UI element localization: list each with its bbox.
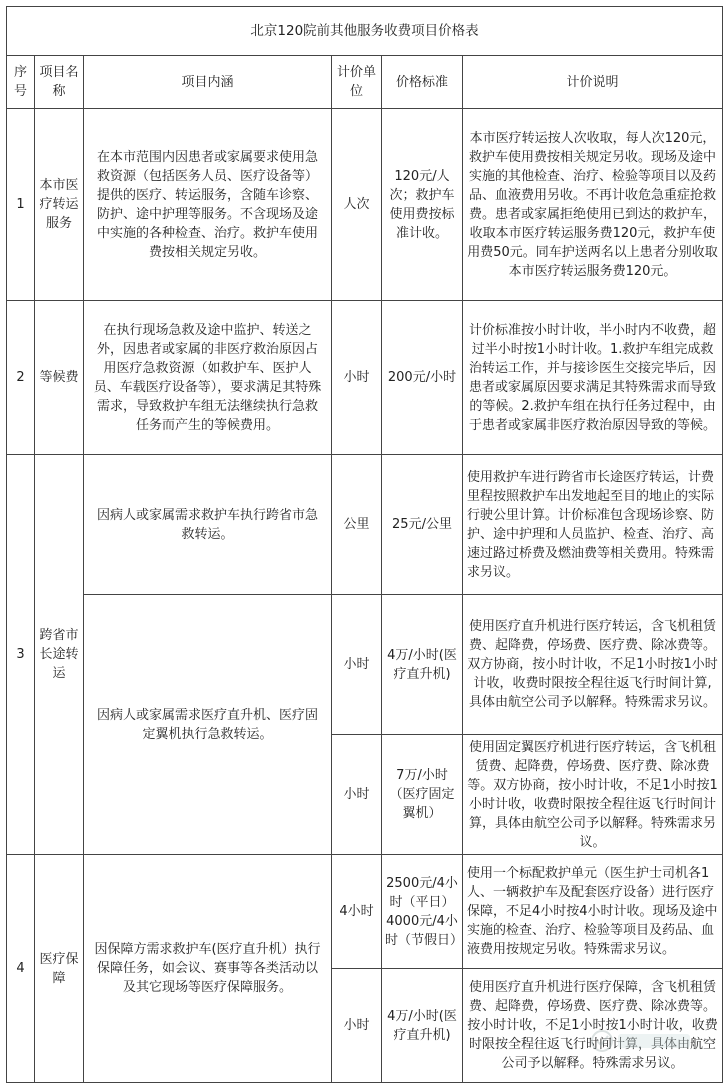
row-price: 200元/小时 [382,301,463,455]
row-price: 4万/小时(医疗直升机) [382,595,463,735]
row-unit: 人次 [332,109,382,301]
row-note: 使用医疗直升机进行医疗转运，含飞机租赁费、起降费，停场费、医疗费、除冰费等。双方协商，按小时计收，不足1小时按1小时计收，收费时限按全程往返飞行时间计算,具体由航空公司予以解释。特殊需求另议。 [463,595,723,735]
row-seq: 2 [7,301,35,455]
row-note: 本市医疗转运按人次收取，每人次120元，救护车使用费按相关规定另收。现场及途中实施的其他检查、治疗、检验等项目以及药品、血液费用另收。不再计收危急重症抢救费。患者或家属拒绝使用已到达的救护车，收取本市医疗转运服务费120元，救护车使用费50元。同车护送两名以上患者分别收取本市医疗转运服务费120元。 [463,109,723,301]
row-seq: 4 [7,855,35,1083]
row-unit: 小时 [332,301,382,455]
row-unit: 4小时 [332,855,382,969]
price-table [6,6,723,1083]
table-row [7,455,723,595]
row-content: 在本市范围内因患者或家属要求使用急救资源（包括医务人员、医疗设备等）提供的医疗、转运服务，含随车诊察、防护、途中护理等服务。不含现场及途中实施的各种检查、治疗。救护车使用费按相关规定另收。 [84,109,332,301]
row-price: 7万/小时（医疗固定翼机） [382,735,463,855]
row-unit: 公里 [332,455,382,595]
row-content: 因病人或家属需求医疗直升机、医疗固定翼机执行急救转运。 [84,595,332,855]
price-holiday: 4000元/4小时（节假日） [385,913,464,948]
header-seq: 序号 [7,56,35,109]
table-row [7,595,723,735]
row-seq: 1 [7,109,35,301]
header-name: 项目名称 [35,56,84,109]
row-unit: 小时 [332,595,382,735]
table-row [7,855,723,969]
row-price: 4万/小时(医疗直升机) [382,969,463,1083]
header-unit: 计价单位 [332,56,382,109]
row-unit: 小时 [332,969,382,1083]
header-content: 项目内涵 [84,56,332,109]
price-weekday: 2500元/4小时（平日） [386,875,458,910]
header-note: 计价说明 [463,56,723,109]
row-note: 使用固定翼医疗机进行医疗转运，含飞机租赁费、起降费，停场费、医疗费、除冰费等。双方协商，按小时计收，不足1小时按1小时计收，收费时限按全程往返飞行时间计算，具体由航空公司予以解释。特殊需求另议。 [463,735,723,855]
row-content: 因病人或家属需求救护车执行跨省市急救转运。 [84,455,332,595]
row-name: 本市医疗转运服务 [35,109,84,301]
row-seq: 3 [7,455,35,855]
row-note: 使用一个标配救护单元（医生护士司机各1人、一辆救护车及配套医疗设备）进行医疗保障，不足4小时按4小时计收。现场及途中实施的检查、治疗、检验等项目及药品、血液费用按规定另收。特殊需求另议。 [463,855,723,969]
header-price: 价格标准 [382,56,463,109]
row-content: 因保障方需求救护车(医疗直升机）执行保障任务，如会议、赛事等各类活动以及其它现场等医疗保障服务。 [84,855,332,1083]
row-name: 等候费 [35,301,84,455]
row-name: 医疗保障 [35,855,84,1083]
row-unit: 小时 [332,735,382,855]
row-note: 使用救护车进行跨省市长途医疗转运，计费里程按照救护车出发地起至目的地止的实际行驶公里计算。计价标准包含现场诊察、防护、途中护理和人员监护、检查、治疗、高速过路过桥费及燃油费等相关费用。特殊需求另议。 [463,455,723,595]
table-row [7,109,723,301]
row-name: 跨省市长途转运 [35,455,84,855]
table-title: 北京120院前其他服务收费项目价格表 [7,7,723,56]
row-price [382,855,463,969]
row-price: 25元/公里 [382,455,463,595]
row-content: 在执行现场急救及途中监护、转送之外，因患者或家属的非医疗救治原因占用医疗急救资源（如救护车、医护人员、车载医疗设备等），要求满足其特殊需求，导致救护车组无法继续执行急救任务而产生的等候费用。 [84,301,332,455]
price-table-container [6,6,722,1083]
table-row [7,301,723,455]
row-note: 使用医疗直升机进行医疗保障，含飞机租赁费、起降费，停场费、医疗费、除冰费等。按小时计收，不足1小时按1小时计收，收费时限按全程往返飞行时间计算，具体由航空公司予以解释。特殊需求另议。 [463,969,723,1083]
row-note: 计价标准按小时计收，半小时内不收费，超过半小时按1小时计收。1.救护车组完成救治转运工作，并与接诊医生交接完毕后，因患者或家属原因要求满足其特殊需求而导致的等候。2.救护车组在执行任务过程中，由于患者或家属非医疗救治原因导致的等候。 [463,301,723,455]
row-price: 120元/人次；救护车使用费按标准计收。 [382,109,463,301]
